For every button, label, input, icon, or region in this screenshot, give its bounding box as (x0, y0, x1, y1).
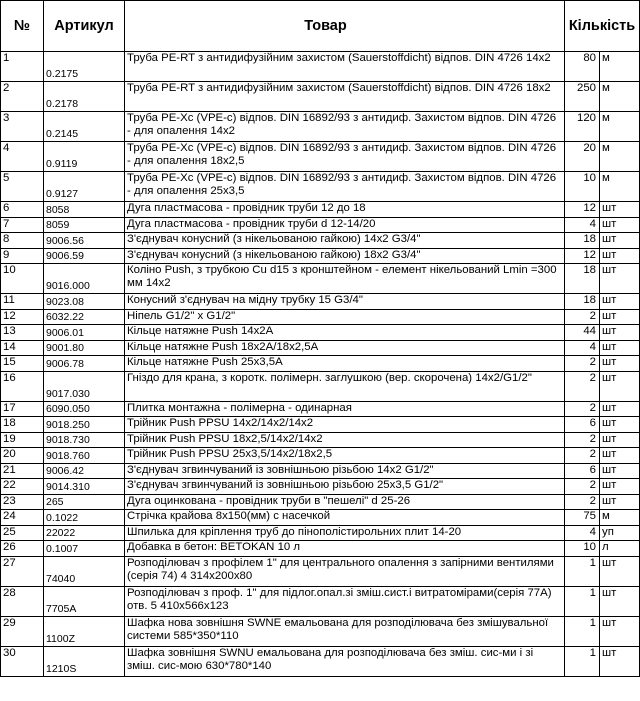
row-unit: шт (600, 294, 640, 310)
row-quantity: 18 (565, 233, 600, 249)
table-row (1, 264, 640, 294)
row-product-name: Дуга пластмасова - провідник труби 12 до 18 (125, 202, 565, 218)
row-article: 0.2175 (44, 52, 125, 82)
row-unit: шт (600, 340, 640, 356)
row-quantity: 12 (565, 202, 600, 218)
table-row (1, 479, 640, 495)
row-number: 22 (1, 479, 44, 495)
table-row (1, 616, 640, 646)
row-unit: л (600, 541, 640, 557)
row-product-name: Труба PE-Xc (VPE-c) відпов. DIN 16892/93 з антидиф. Захистом відпов. DIN 4726 - для опалення 14x2 (125, 112, 565, 142)
row-quantity: 18 (565, 294, 600, 310)
row-product-name: З'єднувач згвинчуваний із зовнішньою різьбою 14x2 G1/2" (125, 463, 565, 479)
row-product-name: Трійник Push PPSU 14x2/14x2/14x2 (125, 417, 565, 433)
row-quantity: 18 (565, 264, 600, 294)
row-product-name: З'єднувач згвинчуваний із зовнішньою різьбою 25x3,5 G1/2" (125, 479, 565, 495)
row-number: 9 (1, 248, 44, 264)
row-article: 9006.56 (44, 233, 125, 249)
row-unit: м (600, 52, 640, 82)
header-article: Артикул (44, 1, 125, 52)
table-row (1, 494, 640, 510)
row-product-name: Конусний з'єднувач на мідну трубку 15 G3/4" (125, 294, 565, 310)
row-quantity: 75 (565, 510, 600, 526)
row-unit: м (600, 112, 640, 142)
row-quantity: 4 (565, 340, 600, 356)
row-unit: шт (600, 448, 640, 464)
row-number: 17 (1, 401, 44, 417)
table-row (1, 401, 640, 417)
row-unit: шт (600, 325, 640, 341)
table-row (1, 172, 640, 202)
row-quantity: 2 (565, 494, 600, 510)
row-unit: уп (600, 525, 640, 541)
row-number: 14 (1, 340, 44, 356)
row-number: 1 (1, 52, 44, 82)
table-row (1, 233, 640, 249)
row-unit: шт (600, 463, 640, 479)
row-quantity: 2 (565, 448, 600, 464)
row-product-name: Шафка зовнішня SWNU емальована для розподілювача без зміш. сис-ми і зі зміш. сис-мою 630*780*140 (125, 646, 565, 676)
row-product-name: Труба PE-Xc (VPE-c) відпов. DIN 16892/93 з антидиф. Захистом відпов. DIN 4726 - для опалення 18x2,5 (125, 142, 565, 172)
header-number: № (1, 1, 44, 52)
table-row (1, 217, 640, 233)
row-unit: шт (600, 556, 640, 586)
row-number: 13 (1, 325, 44, 341)
row-article: 0.1022 (44, 510, 125, 526)
row-quantity: 44 (565, 325, 600, 341)
table-row (1, 586, 640, 616)
row-number: 23 (1, 494, 44, 510)
row-article: 9018.250 (44, 417, 125, 433)
row-product-name: Гніздо для крана, з коротк. полімерн. заглушкою (вер. скорочена) 14x2/G1/2" (125, 371, 565, 401)
row-number: 4 (1, 142, 44, 172)
row-unit: м (600, 510, 640, 526)
row-unit: шт (600, 479, 640, 495)
row-quantity: 1 (565, 616, 600, 646)
table-body (1, 52, 640, 677)
row-article: 9023.08 (44, 294, 125, 310)
row-unit: м (600, 142, 640, 172)
row-number: 19 (1, 432, 44, 448)
row-article: 9001.80 (44, 340, 125, 356)
row-unit: шт (600, 248, 640, 264)
row-product-name: Плитка монтажна - полімерна - одинарная (125, 401, 565, 417)
row-product-name: Труба PE-RT з антидифузійним захистом (Sauerstoffdicht) відпов. DIN 4726 14x2 (125, 52, 565, 82)
row-product-name: Коліно Push, з трубкою Cu d15 з кронштейном - елемент нікельований Lmin =300 мм 14x2 (125, 264, 565, 294)
table-row (1, 142, 640, 172)
row-quantity: 4 (565, 217, 600, 233)
row-number: 11 (1, 294, 44, 310)
row-product-name: Трійник Push PPSU 18x2,5/14x2/14x2 (125, 432, 565, 448)
row-quantity: 4 (565, 525, 600, 541)
row-quantity: 12 (565, 248, 600, 264)
table-row (1, 463, 640, 479)
row-number: 26 (1, 541, 44, 557)
row-article: 9018.730 (44, 432, 125, 448)
table-row (1, 525, 640, 541)
row-article: 7705A (44, 586, 125, 616)
row-unit: м (600, 82, 640, 112)
row-article: 9018.760 (44, 448, 125, 464)
row-quantity: 1 (565, 646, 600, 676)
header-row (1, 1, 640, 52)
table-row (1, 248, 640, 264)
row-article: 9006.01 (44, 325, 125, 341)
row-quantity: 80 (565, 52, 600, 82)
row-number: 10 (1, 264, 44, 294)
row-article: 8058 (44, 202, 125, 218)
row-product-name: Розподілювач з проф. 1" для підлог.опал.зі зміш.сист.і витратомірами(серія 77А) отв. 5 410x566x123 (125, 586, 565, 616)
row-unit: шт (600, 494, 640, 510)
table-row (1, 325, 640, 341)
row-article: 1100Z (44, 616, 125, 646)
table-row (1, 202, 640, 218)
table-row (1, 646, 640, 676)
row-unit: шт (600, 432, 640, 448)
row-quantity: 1 (565, 556, 600, 586)
row-product-name: Трійник Push PPSU 25x3,5/14x2/18x2,5 (125, 448, 565, 464)
row-article: 9014.310 (44, 479, 125, 495)
row-product-name: Дуга пластмасова - провідник труби d 12-14/20 (125, 217, 565, 233)
table-row (1, 52, 640, 82)
header-quantity: Кількість (565, 1, 640, 52)
row-number: 24 (1, 510, 44, 526)
table-row (1, 432, 640, 448)
row-number: 30 (1, 646, 44, 676)
row-article: 9006.59 (44, 248, 125, 264)
row-product-name: Стрічка крайова 8x150(мм) с насечкой (125, 510, 565, 526)
row-unit: шт (600, 233, 640, 249)
row-quantity: 6 (565, 463, 600, 479)
row-article: 9006.42 (44, 463, 125, 479)
row-product-name: Добавка в бетон: BETOKAN 10 л (125, 541, 565, 557)
table-row (1, 510, 640, 526)
row-quantity: 2 (565, 401, 600, 417)
row-article: 0.2178 (44, 82, 125, 112)
row-product-name: Шпилька для кріплення труб до пінополістирольних плит 14-20 (125, 525, 565, 541)
table-row (1, 448, 640, 464)
row-unit: шт (600, 217, 640, 233)
row-article: 9016.000 (44, 264, 125, 294)
row-article: 9017.030 (44, 371, 125, 401)
row-number: 25 (1, 525, 44, 541)
table-row (1, 309, 640, 325)
row-article: 0.9127 (44, 172, 125, 202)
row-quantity: 10 (565, 541, 600, 557)
row-number: 8 (1, 233, 44, 249)
row-quantity: 2 (565, 479, 600, 495)
table-row (1, 82, 640, 112)
row-unit: шт (600, 264, 640, 294)
row-number: 29 (1, 616, 44, 646)
row-article: 1210S (44, 646, 125, 676)
row-article: 0.9119 (44, 142, 125, 172)
row-article: 6090.050 (44, 401, 125, 417)
header-product: Товар (125, 1, 565, 52)
row-quantity: 2 (565, 432, 600, 448)
row-number: 27 (1, 556, 44, 586)
row-quantity: 2 (565, 309, 600, 325)
row-unit: шт (600, 646, 640, 676)
row-quantity: 6 (565, 417, 600, 433)
row-article: 22022 (44, 525, 125, 541)
table-row (1, 371, 640, 401)
row-number: 15 (1, 356, 44, 372)
table-row (1, 112, 640, 142)
row-number: 16 (1, 371, 44, 401)
row-quantity: 2 (565, 356, 600, 372)
row-quantity: 20 (565, 142, 600, 172)
row-unit: шт (600, 417, 640, 433)
row-unit: шт (600, 202, 640, 218)
row-number: 21 (1, 463, 44, 479)
row-number: 3 (1, 112, 44, 142)
table-row (1, 541, 640, 557)
row-unit: шт (600, 586, 640, 616)
row-article: 0.1007 (44, 541, 125, 557)
row-quantity: 2 (565, 371, 600, 401)
row-number: 7 (1, 217, 44, 233)
row-product-name: Ніпель G1/2" x G1/2" (125, 309, 565, 325)
row-article: 0.2145 (44, 112, 125, 142)
row-article: 9006.78 (44, 356, 125, 372)
row-quantity: 250 (565, 82, 600, 112)
table-row (1, 417, 640, 433)
row-product-name: Кільце натяжне Push 25x3,5A (125, 356, 565, 372)
row-product-name: Розподілювач з профілем 1" для центрального опалення з запірними вентилями (серія 74) 4 314x200x80 (125, 556, 565, 586)
row-product-name: Дуга оцинкована - провідник труби в "пешелі" d 25-26 (125, 494, 565, 510)
row-number: 6 (1, 202, 44, 218)
row-article: 8059 (44, 217, 125, 233)
row-product-name: З'єднувач конусний (з нікельованою гайкою) 18x2 G3/4" (125, 248, 565, 264)
row-product-name: Труба PE-Xc (VPE-c) відпов. DIN 16892/93 з антидиф. Захистом відпов. DIN 4726 - для опалення 25x3,5 (125, 172, 565, 202)
row-number: 12 (1, 309, 44, 325)
row-number: 28 (1, 586, 44, 616)
row-unit: шт (600, 616, 640, 646)
table-row (1, 294, 640, 310)
row-unit: шт (600, 356, 640, 372)
row-product-name: Шафка нова зовнішня SWNE емальована для розподілювача без змішувальної системи 585*350*110 (125, 616, 565, 646)
row-product-name: Труба PE-RT з антидифузійним захистом (Sauerstoffdicht) відпов. DIN 4726 18x2 (125, 82, 565, 112)
row-number: 18 (1, 417, 44, 433)
row-unit: м (600, 172, 640, 202)
row-product-name: Кільце натяжне Push 14x2A (125, 325, 565, 341)
table-row (1, 556, 640, 586)
row-unit: шт (600, 309, 640, 325)
row-article: 6032.22 (44, 309, 125, 325)
row-unit: шт (600, 371, 640, 401)
row-quantity: 10 (565, 172, 600, 202)
row-product-name: Кільце натяжне Push 18x2A/18x2,5A (125, 340, 565, 356)
row-number: 5 (1, 172, 44, 202)
table-row (1, 356, 640, 372)
table-row (1, 340, 640, 356)
row-article: 265 (44, 494, 125, 510)
row-number: 20 (1, 448, 44, 464)
row-quantity: 1 (565, 586, 600, 616)
row-article: 74040 (44, 556, 125, 586)
row-product-name: З'єднувач конусний (з нікельованою гайкою) 14x2 G3/4" (125, 233, 565, 249)
row-number: 2 (1, 82, 44, 112)
row-unit: шт (600, 401, 640, 417)
row-quantity: 120 (565, 112, 600, 142)
